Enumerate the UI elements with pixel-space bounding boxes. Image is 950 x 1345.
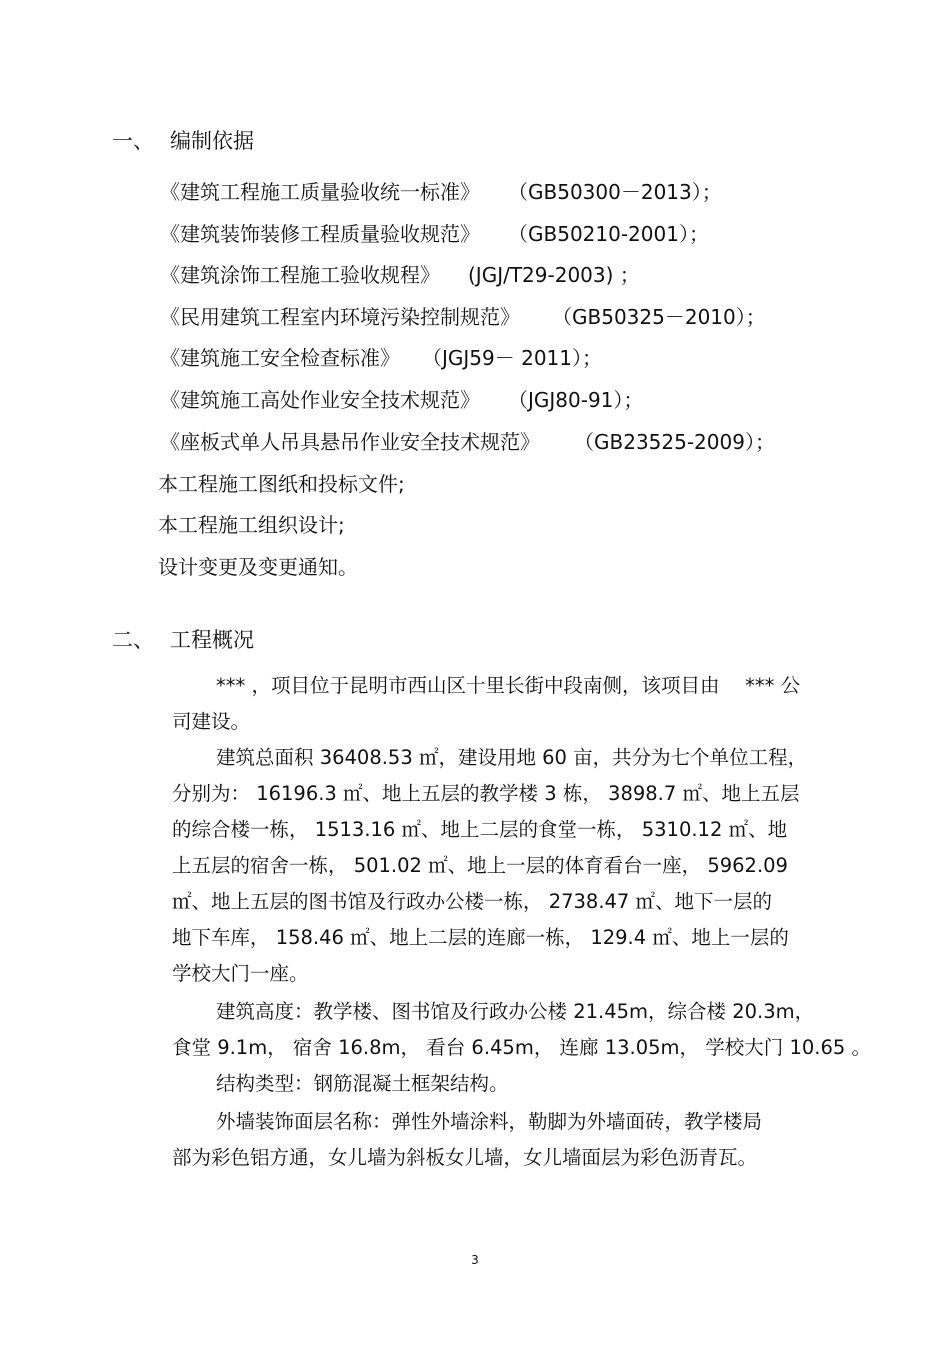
reference-title: 《建筑涂饰工程施工验收规程》 <box>160 263 440 287</box>
reference-title: 《民用建筑工程室内环境污染控制规范》 <box>160 305 520 329</box>
reference-item <box>160 263 640 287</box>
basis-item: 本工程施工组织设计; <box>158 513 345 537</box>
overview-line: ㎡、地上五层的图书馆及行政办公楼一栋， 2738.47 ㎡、地下一层的 <box>172 890 773 913</box>
reference-title: 《建筑装饰装修工程质量验收规范》 <box>160 222 480 246</box>
reference-code: （GB23525-2009）； <box>574 430 775 454</box>
reference-item <box>160 305 766 329</box>
reference-item <box>160 430 775 454</box>
overview-line: 上五层的宿舍一栋， 501.02 ㎡、地上一层的体育看台一座， 5962.09 <box>172 854 788 877</box>
overview-line: 外墙装饰面层名称：弹性外墙涂料，勒脚为外墙面砖，教学楼局 <box>216 1110 763 1133</box>
overview-line: 地下车库， 158.46 ㎡、地上二层的连廊一栋， 129.4 ㎡、地上一层的 <box>172 926 789 949</box>
reference-code: （JGJ59－ 2011）； <box>422 346 602 370</box>
overview-line: 分别为： 16196.3 ㎡、地上五层的教学楼 3 栋， 3898.7 ㎡、地上五层 <box>172 782 800 805</box>
section-2-heading <box>112 630 254 651</box>
overview-line: 食堂 9.1m， 宿舍 16.8m， 看台 6.45m， 连廊 13.05m， 学校大门 10.65 。 <box>172 1036 871 1059</box>
section-2-title: 工程概况 <box>170 628 254 652</box>
overview-line: 学校大门一座。 <box>172 962 309 985</box>
overview-line: 部为彩色铝方通，女儿墙为斜板女儿墙，女儿墙面层为彩色沥青瓦。 <box>172 1146 758 1169</box>
overview-line: 建筑总面积 36408.53 ㎡，建设用地 60 亩，共分为七个单位工程， <box>216 746 808 769</box>
reference-item <box>160 388 644 412</box>
reference-item <box>160 180 722 204</box>
basis-item: 本工程施工图纸和投标文件; <box>158 472 405 496</box>
reference-title: 《建筑施工高处作业安全技术规范》 <box>160 388 480 412</box>
section-1-title: 编制依据 <box>170 129 254 153</box>
page-number: 3 <box>471 1253 479 1267</box>
reference-item <box>160 346 602 370</box>
reference-title: 《建筑工程施工质量验收统一标准》 <box>160 180 480 204</box>
overview-line: 的综合楼一栋， 1513.16 ㎡、地上二层的食堂一栋， 5310.12 ㎡、地 <box>172 818 788 841</box>
reference-title: 《座板式单人吊具悬吊作业安全技术规范》 <box>160 430 540 454</box>
reference-title: 《建筑施工安全检查标准》 <box>160 346 400 370</box>
reference-code: （GB50325－2010）； <box>552 305 766 329</box>
overview-line: 司建设。 <box>172 710 251 733</box>
reference-code: （GB50300－2013）； <box>508 180 722 204</box>
reference-code: （GB50210-2001）； <box>508 222 709 246</box>
section-1-heading <box>112 131 254 152</box>
basis-item: 设计变更及变更通知。 <box>158 555 358 579</box>
reference-code: （JGJ80-91）； <box>508 388 644 412</box>
overview-line: 建筑高度：教学楼、图书馆及行政办公楼 21.45m，综合楼 20.3m， <box>216 1000 815 1023</box>
overview-line: 结构类型：钢筋混凝土框架结构。 <box>216 1072 509 1095</box>
section-1-number: 一、 <box>112 129 154 153</box>
reference-item <box>160 222 709 246</box>
reference-code: (JGJ/T29-2003) ； <box>468 263 640 287</box>
section-2-number: 二、 <box>112 628 154 652</box>
overview-line: *** ，项目位于昆明市西山区十里长街中段南侧，该项目由 *** 公 <box>216 674 801 697</box>
